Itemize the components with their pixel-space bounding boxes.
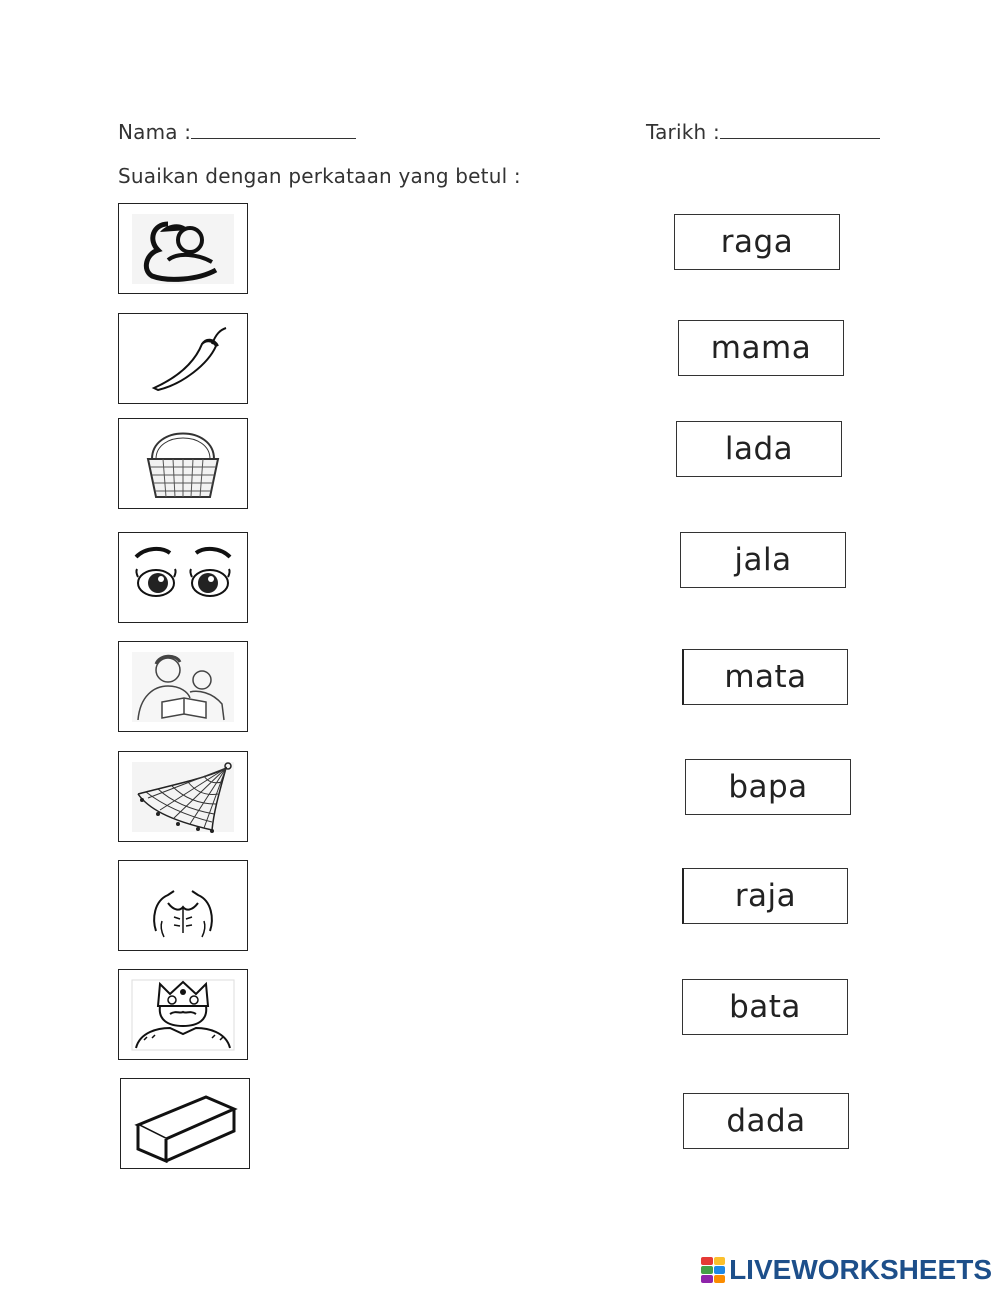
date-input-line[interactable]: [720, 121, 880, 139]
instruction-text: Suaikan dengan perkataan yang betul :: [118, 164, 521, 188]
date-field: [646, 120, 880, 144]
word-box-2[interactable]: mama: [678, 320, 844, 376]
picture-box-3[interactable]: [118, 418, 248, 509]
picture-box-6[interactable]: [118, 751, 248, 842]
father-and-child-icon: [128, 648, 238, 726]
picture-box-8[interactable]: [118, 969, 248, 1060]
picture-box-1[interactable]: [118, 203, 248, 294]
brand-name: LIVEWORKSHEETS: [729, 1254, 992, 1285]
name-field: [118, 120, 356, 144]
word-box-7[interactable]: raja: [682, 868, 848, 924]
fishing-net-icon: [128, 758, 238, 836]
word-box-5[interactable]: mata: [682, 649, 848, 705]
basket-icon: [128, 425, 238, 503]
mother-and-baby-icon: [128, 210, 238, 288]
picture-box-9[interactable]: [120, 1078, 250, 1169]
word-box-4[interactable]: jala: [680, 532, 846, 588]
picture-box-2[interactable]: [118, 313, 248, 404]
word-box-9[interactable]: dada: [683, 1093, 849, 1149]
name-label: Nama :: [118, 120, 192, 144]
eyes-icon: [128, 539, 238, 617]
word-box-6[interactable]: bapa: [685, 759, 851, 815]
name-input-line[interactable]: [191, 121, 356, 139]
word-box-3[interactable]: lada: [676, 421, 842, 477]
word-box-8[interactable]: bata: [682, 979, 848, 1035]
word-box-1[interactable]: raga: [674, 214, 840, 270]
picture-box-5[interactable]: [118, 641, 248, 732]
chest-icon: [128, 867, 238, 945]
liveworksheets-brand: [701, 1254, 992, 1286]
picture-box-7[interactable]: [118, 860, 248, 951]
king-icon: [128, 976, 238, 1054]
brick-icon: [130, 1085, 240, 1163]
liveworksheets-logo-icon: [701, 1257, 725, 1283]
date-label: Tarikh :: [646, 120, 720, 144]
chili-pepper-icon: [128, 320, 238, 398]
picture-box-4[interactable]: [118, 532, 248, 623]
